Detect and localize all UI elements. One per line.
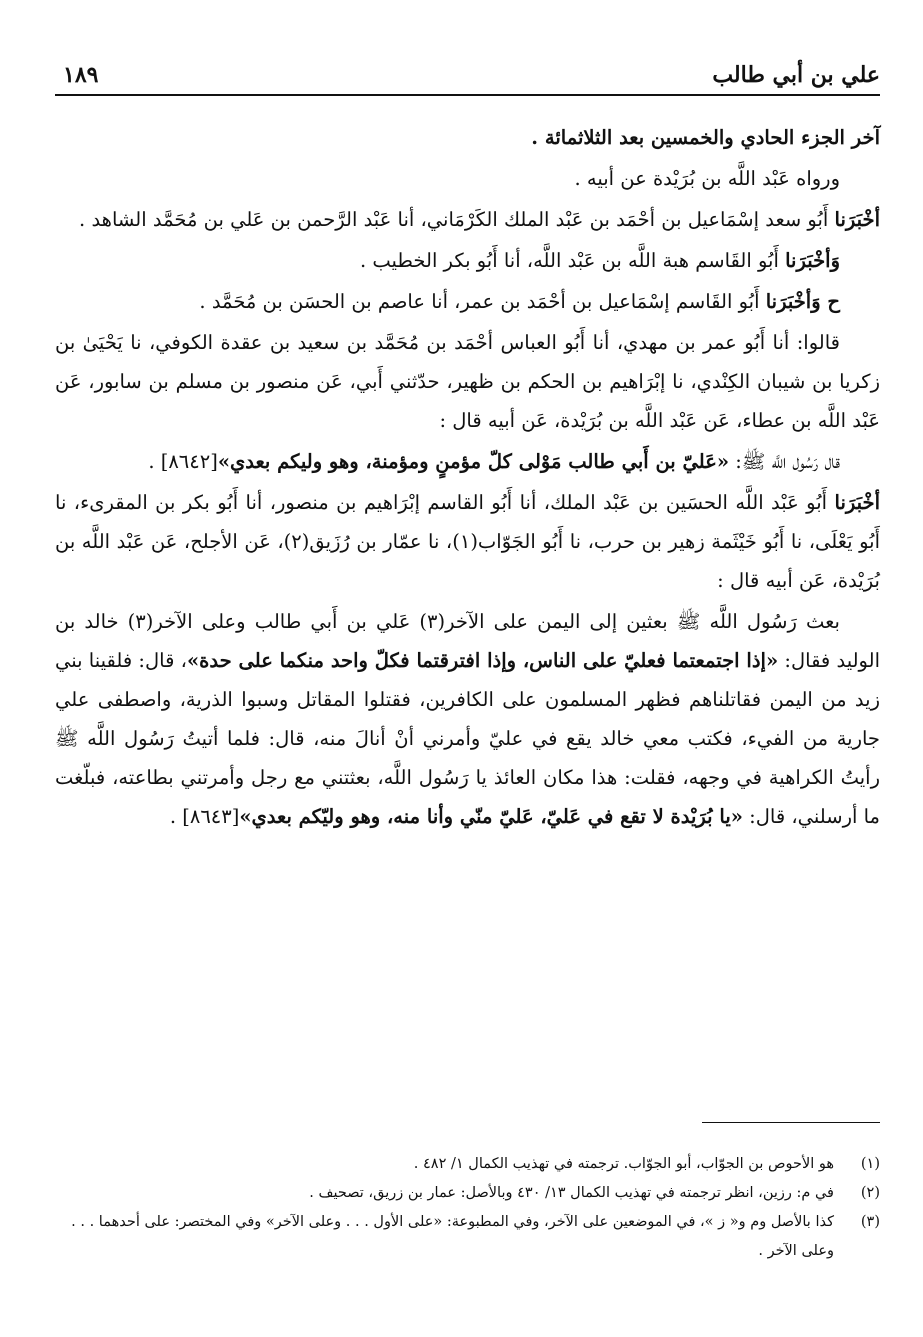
- text-run: بعث رَسُول اللَّه ﷺ بعثين إلى اليمن على الآخر(٣) عَلي بن أَبي طالب وعلى الآخر(٣) خالد بن الوليد فقال:: [55, 610, 880, 672]
- header-title: علي بن أبي طالب: [712, 62, 880, 88]
- paragraph: [55, 118, 880, 157]
- text-run: قال رَسُول اللَّه ﷺ:: [729, 450, 840, 473]
- paragraph: [55, 282, 880, 321]
- text-run: قالوا: أنا أَبُو عمر بن مهدي، أنا أَبُو العباس أحْمَد بن مُحَمَّد بن سعيد بن عقدة الكوفي، نا يَحْيَىٰ بن زكريا بن شيبان الكِنْدي، نا إبْرَاهيم بن الحكم بن ظهير، حدّثني أَبي، عَن منصور بن مسلم بن سابور، عَن عَبْد اللَّه بن عطاء، عَن عَبْد اللَّه بن بُرَيْدة، عَن أبيه قال :: [55, 331, 880, 432]
- bold-text: «يا بُرَيْدة لا تقع في عَليّ، عَليّ منّي وأنا منه، وهو وليّكم بعدي»: [239, 805, 743, 828]
- paragraph: [55, 159, 880, 198]
- paragraph: [55, 602, 880, 836]
- bold-text: أخْبَرَنا: [834, 208, 880, 231]
- text-run: أَبُو القَاسم هبة اللَّه بن عَبْد اللَّه، أنا أَبُو بكر الخطيب .: [359, 249, 786, 272]
- text-run: أَبُو القَاسم إسْمَاعيل بن أحْمَد بن عمر، أنا عاصم بن الحسَن بن مُحَمَّد .: [199, 290, 766, 313]
- bold-text: أخْبَرَنا: [834, 491, 880, 514]
- bold-text: ح وَأخْبَرَنا: [765, 290, 840, 313]
- main-text: [55, 118, 880, 838]
- running-header: [55, 60, 880, 96]
- text-run: أَبُو سعد إسْمَاعيل بن أحْمَد بن عَبْد الملك الكَرْمَاني، أنا عَبْد الرَّحمن بن عَلي بن مُحَمَّد الشاهد .: [79, 208, 835, 231]
- text-run: ورواه عَبْد اللَّه بن بُرَيْدة عن أبيه .: [574, 167, 840, 190]
- text-run: ، قال: فلقينا بني زيد من اليمن فقاتلناهم فظهر المسلمون على الكافرين، فقتلوا المقاتل وسبوا الذرية، واصطفى علي جارية من الفيء، فكتب معي خالد يقع في عليّ وأمرني أنْ أنالَ منه، قال: فلما أتيتُ رَسُول اللَّه ﷺ رأيتُ الكراهية في وجهه، فقلت: هذا مكان العائذ يا رَسُول اللَّه، بعثتني مع رجل وأمرتني بطاعته، فبلّغت ما أرسلني، قال:: [55, 649, 880, 828]
- footnote: [55, 1208, 880, 1266]
- page-number: ١٨٩: [63, 62, 99, 88]
- bold-text: آخر الجزء الحادي والخمسين بعد الثلاثمائة .: [531, 126, 880, 149]
- paragraph: [55, 323, 880, 440]
- paragraph: [55, 442, 880, 481]
- footnotes: [55, 1150, 880, 1266]
- text-run: [٨٦٤٣] .: [169, 805, 240, 828]
- footnote-number: (٣): [860, 1214, 880, 1230]
- paragraph: [55, 200, 880, 239]
- footnote-text: هو الأحوص بن الجوّاب، أبو الجوّاب. ترجمته في تهذيب الكمال ١/ ٤٨٢ .: [413, 1156, 834, 1172]
- paragraph: [55, 241, 880, 280]
- bold-text: «إذا اجتمعتما فعليّ على الناس، وإذا افترقتما فكلّ واحد منكما على حدة»: [186, 649, 779, 672]
- text-run: [٨٦٤٢] .: [148, 450, 218, 473]
- paragraph: [55, 483, 880, 600]
- footnote: [55, 1179, 880, 1208]
- text-run: أَبُو عَبْد اللَّه الحسَين بن عَبْد الملك، أنا أَبُو القاسم إبْرَاهيم بن منصور، أنا أَبُو بكر بن المقرىء، نا أَبُو يَعْلَى، نا أَبُو خَيْثَمة زهير بن حرب، نا أَبُو الجَوّاب(١)، نا عمّار بن رُزَيق(٢)، عَن الأجلح، عَن عَبْد اللَّه بن بُرَيْدة، عَن أبيه قال :: [55, 491, 881, 592]
- footnote-separator: [702, 1122, 880, 1123]
- footnote-text: في م: رزين، انظر ترجمته في تهذيب الكمال ١٣/ ٤٣٠ وبالأصل: عمار بن زريق، تصحيف .: [309, 1185, 834, 1201]
- footnote-text: كذا بالأصل وم و« ز »، في الموضعين على الآخر، وفي المطبوعة: «على الأول . . . وعلى الآخر» وفي المختصر: على أحدهما . . . وعلى الآخر .: [71, 1214, 834, 1259]
- footnote: [55, 1150, 880, 1179]
- bold-text: وَأخْبَرَنا: [785, 249, 840, 272]
- footnote-number: (١): [860, 1156, 880, 1172]
- footnote-number: (٢): [860, 1185, 880, 1201]
- bold-text: «عَليّ بن أَبي طالب مَوْلى كلّ مؤمنٍ ومؤمنة، وهو وليكم بعدي»: [217, 450, 730, 473]
